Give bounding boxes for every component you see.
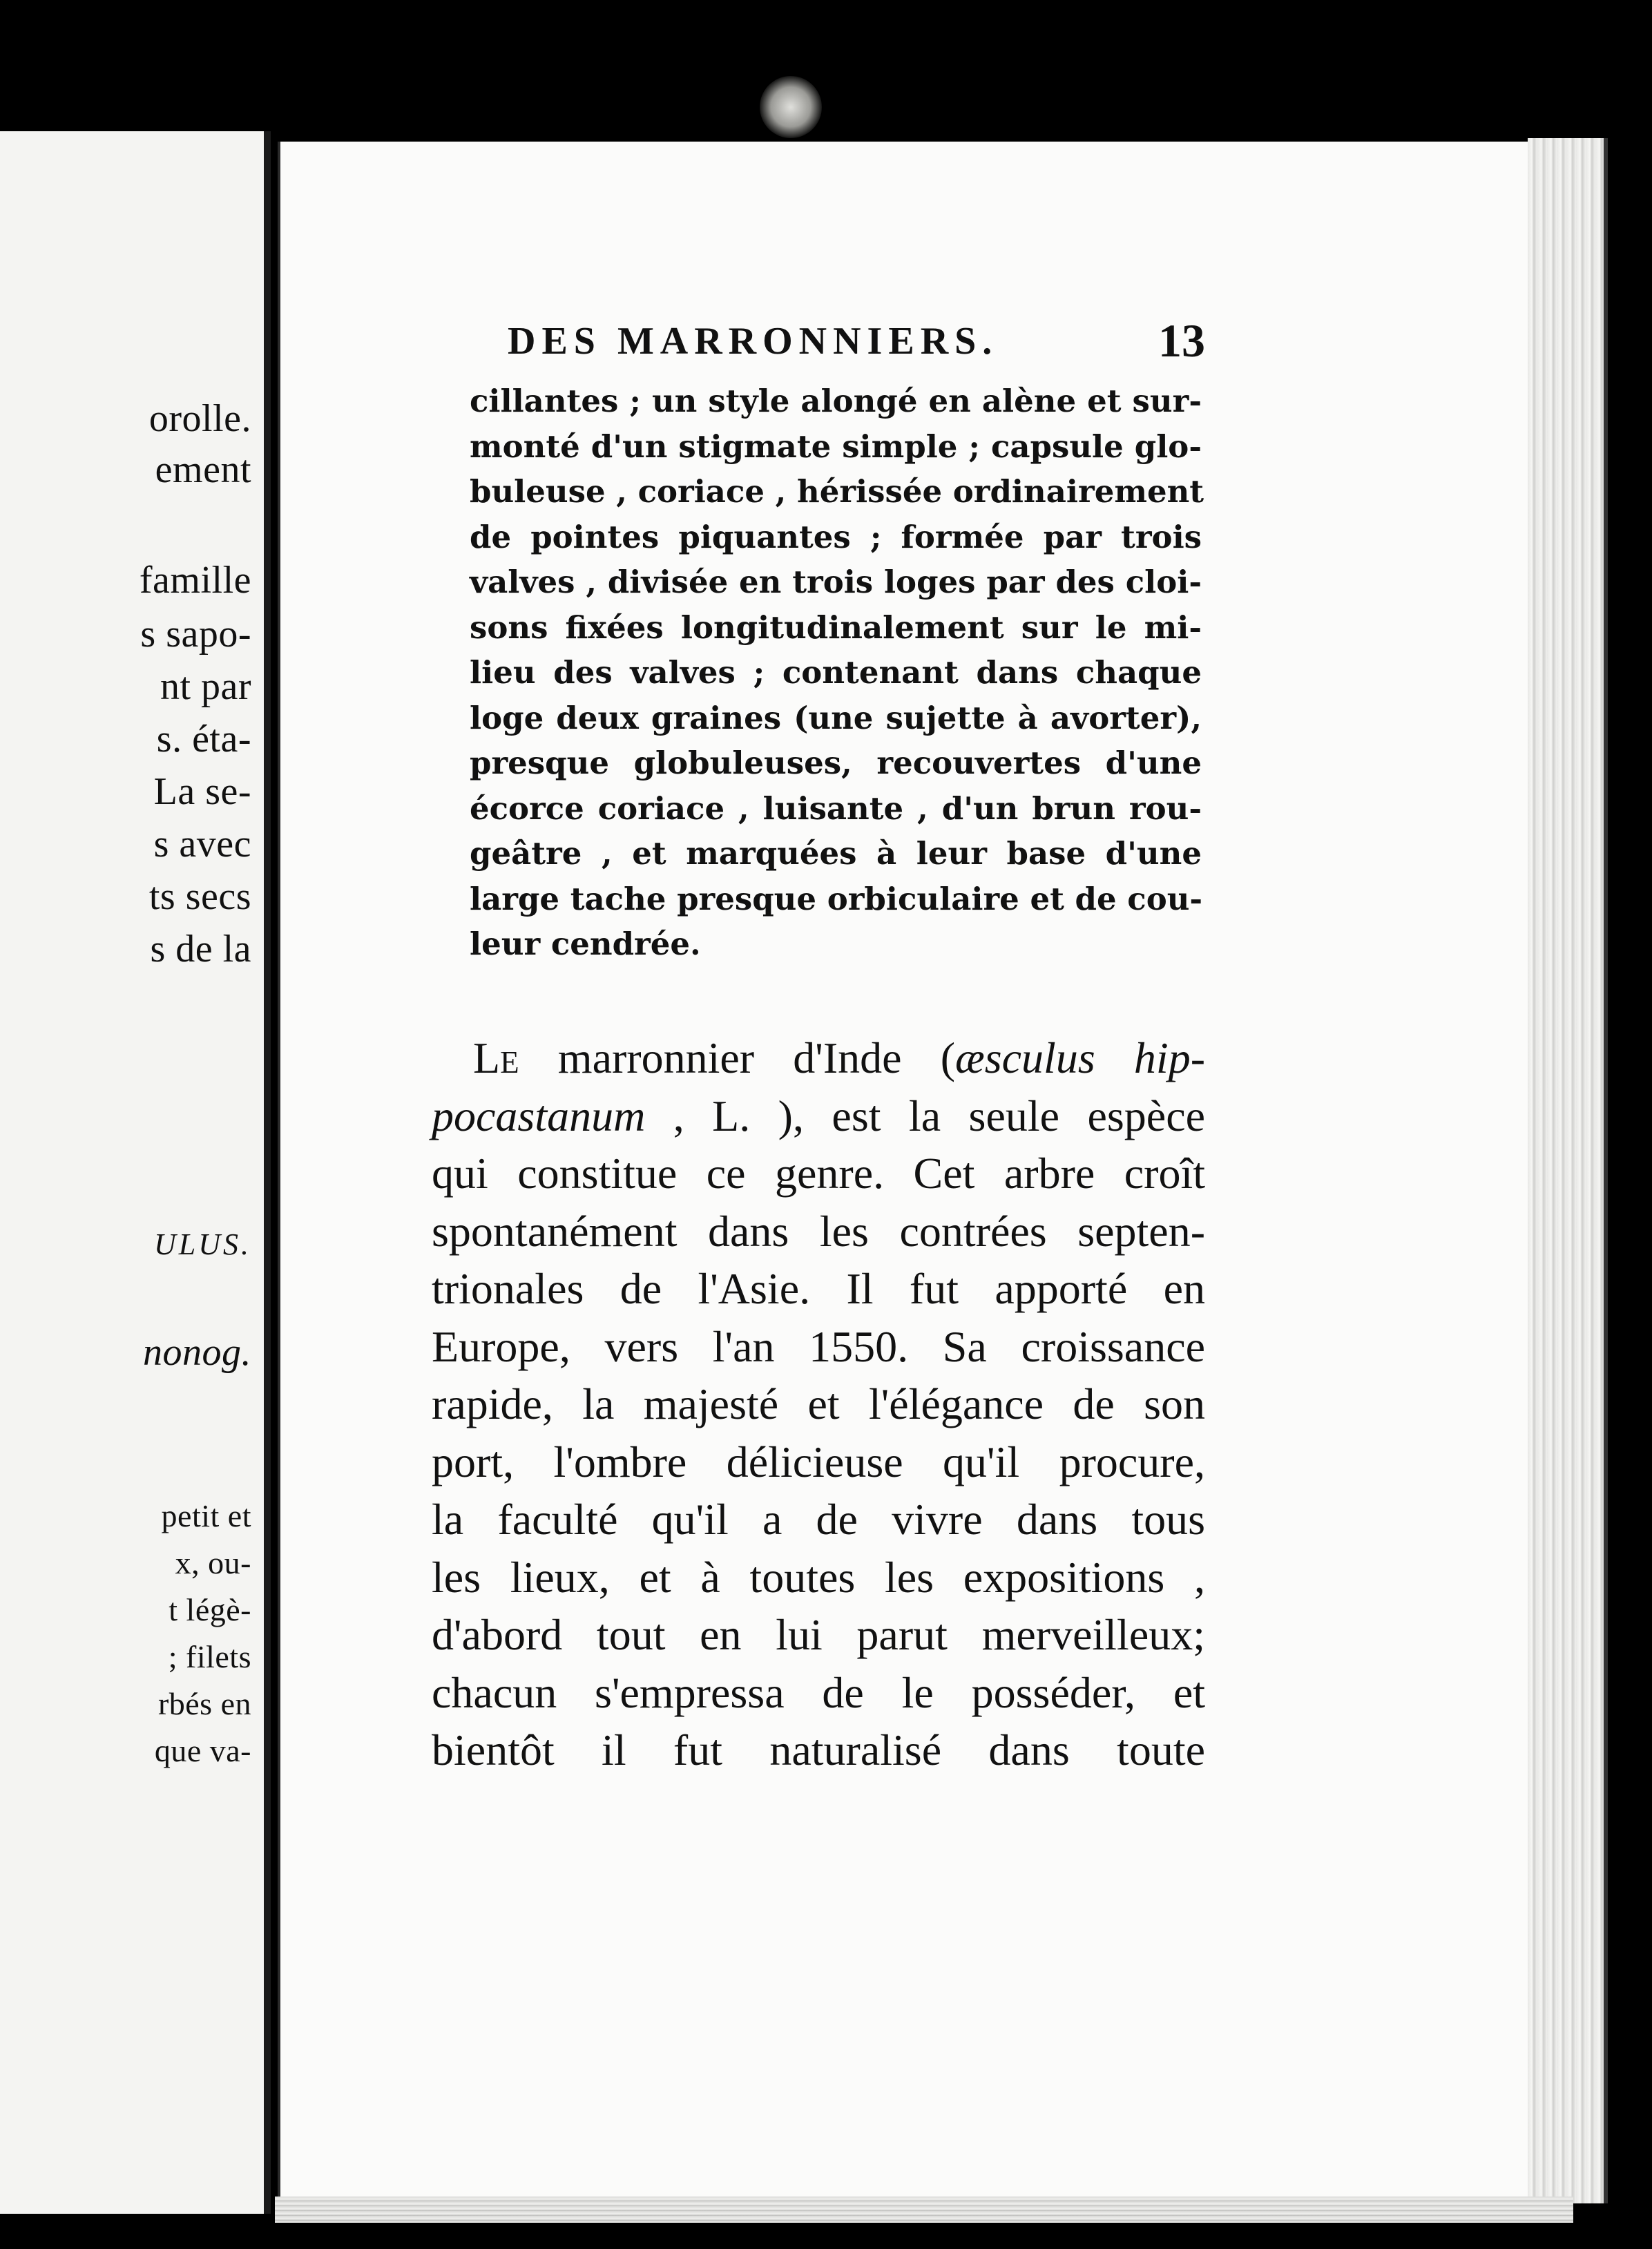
description-line: lieu des valves ; contenant dans chaque	[470, 654, 1202, 691]
paragraph-line: trionales de l'Asie. Il fut apporté en	[432, 1264, 1205, 1313]
paragraph-line: d'abord tout en lui parut merveilleux;	[432, 1610, 1205, 1659]
left-page-line: rbés en	[157, 1686, 251, 1721]
description-line: monté d'un stigmate simple ; capsule glo-	[470, 428, 1202, 465]
genus-description	[470, 379, 1202, 967]
description-line: cillantes ; un style alongé en alène et sur-	[470, 383, 1202, 419]
page-edge	[1528, 138, 1608, 2203]
binding-stain	[760, 76, 822, 138]
left-page-line: s de la	[150, 928, 251, 970]
paragraph-line: bientôt il fut naturalisé dans toute	[432, 1725, 1205, 1774]
left-page-line: ; filets	[168, 1639, 251, 1674]
description-line: de pointes piquantes ; formée par trois	[470, 518, 1202, 555]
left-page-line: s sapo-	[140, 613, 251, 655]
running-header	[508, 314, 1205, 367]
latin-name: æsculus hip-	[955, 1033, 1205, 1082]
left-page-line: t légè-	[169, 1592, 251, 1627]
description-line: large tache presque orbiculaire et de cou-	[470, 880, 1203, 917]
description-line: valves , divisée en trois loges par des cloi-	[470, 564, 1202, 600]
latin-name: pocastanum	[432, 1091, 646, 1140]
left-page-line: ement	[155, 448, 251, 491]
paragraph-text: , L. ), est la seule espèce	[645, 1091, 1205, 1140]
paragraph-line: port, l'ombre délicieuse qu'il procure,	[432, 1437, 1205, 1486]
running-title: DES MARRONNIERS.	[508, 320, 999, 363]
description-line: loge deux graines (une sujette à avorter),	[470, 699, 1202, 736]
paragraph-text: marronnier d'Inde (	[519, 1033, 956, 1082]
paragraph-line: qui constitue ce genre. Cet arbre croît	[432, 1149, 1205, 1198]
left-page-line: petit et	[161, 1498, 251, 1533]
paragraph-line: chacun s'empressa de le posséder, et	[432, 1667, 1205, 1717]
left-page-line: x, ou-	[175, 1545, 251, 1580]
description-line: presque globuleuses, recouvertes d'une	[470, 745, 1202, 781]
left-page-line: que va-	[154, 1733, 251, 1768]
paragraph-line: spontanément dans les contrées septen-	[432, 1206, 1205, 1256]
left-page-line: ts secs	[148, 875, 251, 918]
paragraph-line: les lieux, et à toutes les expositions ,	[432, 1552, 1205, 1602]
description-line: leur cendrée.	[470, 926, 701, 962]
description-line: geâtre , et marquées à leur base d'une	[470, 835, 1202, 872]
left-page-line: famille	[139, 559, 251, 602]
page-number: 13	[1158, 314, 1205, 367]
paragraph-first-line	[432, 1029, 1205, 1087]
paragraph-line	[432, 1087, 1205, 1145]
left-page-line: La se-	[153, 770, 251, 813]
main-paragraph	[432, 1029, 1205, 1779]
description-line: écorce coriace , luisante , d'un brun rou-	[470, 789, 1202, 827]
left-page-line: nt par	[160, 665, 251, 708]
paragraph-lead-word: Le	[473, 1033, 519, 1082]
left-page-line: ULUS.	[153, 1227, 251, 1261]
description-line: buleuse , coriace , hérissée ordinairement	[470, 473, 1204, 510]
left-page-line: s. éta-	[156, 718, 251, 760]
left-page	[0, 131, 271, 2214]
left-page-line: orolle.	[148, 397, 251, 440]
description-line: sons fixées longitudinalement sur le mi-	[470, 609, 1202, 646]
paragraph-line: rapide, la majesté et l'élégance de son	[432, 1379, 1205, 1428]
bottom-page-edge	[275, 2197, 1573, 2223]
left-page-line: nonog.	[143, 1331, 251, 1374]
left-page-line: s avec	[153, 823, 251, 865]
paragraph-line: Europe, vers l'an 1550. Sa croissance	[432, 1321, 1205, 1371]
paragraph-line: la faculté qu'il a de vivre dans tous	[432, 1495, 1205, 1544]
